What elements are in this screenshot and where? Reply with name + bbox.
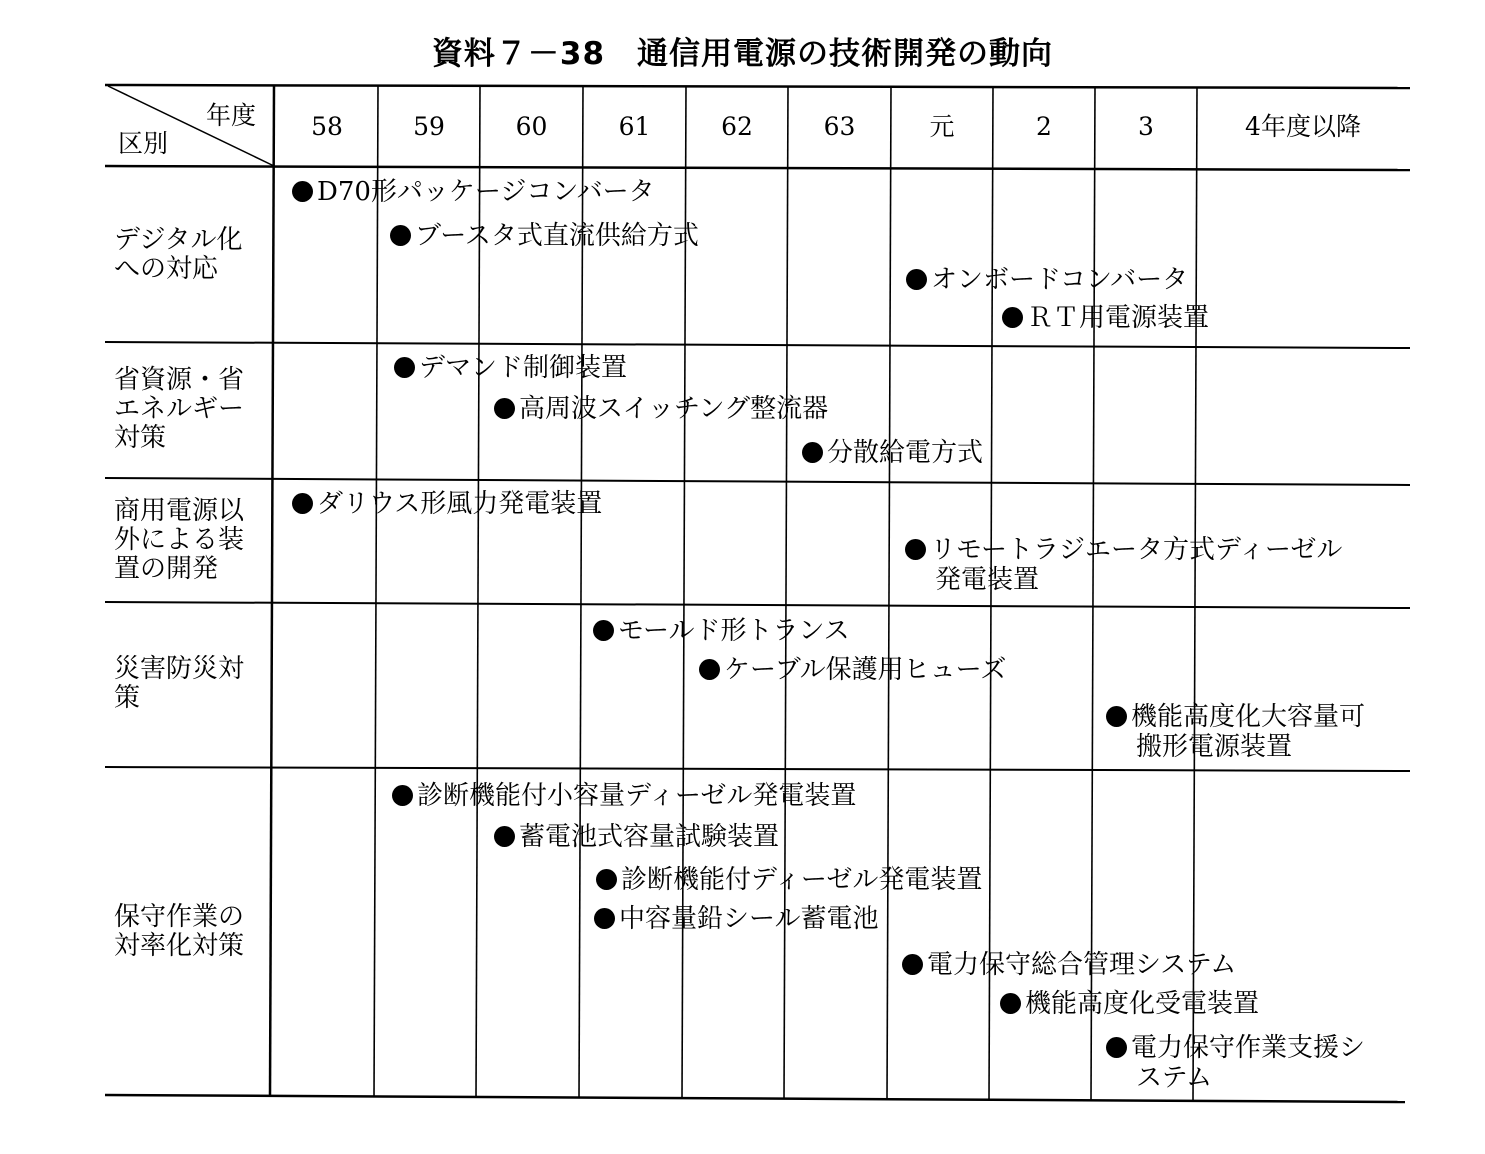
list-item: 電力保守作業支援シ ステム bbox=[1106, 1033, 1365, 1093]
list-item: 機能高度化受電装置 bbox=[1000, 989, 1259, 1019]
year-header-63: 63 bbox=[823, 112, 856, 141]
year-header-58: 58 bbox=[311, 112, 343, 141]
bullet-dot-icon bbox=[594, 908, 615, 929]
bullet-dot-icon bbox=[699, 659, 720, 680]
list-item: 蓄電池式容量試験装置 bbox=[494, 822, 779, 852]
bullet-dot-icon bbox=[596, 869, 617, 890]
bullet-dot-icon bbox=[1000, 993, 1021, 1014]
list-item: ダリウス形風力発電装置 bbox=[292, 489, 602, 519]
category-non-commercial-power: 商用電源以 外による装 置の開発 bbox=[114, 496, 245, 584]
bullet-dot-icon bbox=[1106, 1037, 1127, 1058]
list-item: オンボードコンバータ bbox=[906, 265, 1188, 295]
year-header-gan: 元 bbox=[929, 112, 955, 141]
bullet-dot-icon bbox=[905, 539, 926, 560]
bullet-dot-icon bbox=[906, 269, 927, 290]
category-maintenance: 保守作業の 対率化対策 bbox=[114, 902, 245, 961]
list-item: デマンド制御装置 bbox=[394, 353, 627, 383]
category-disaster-prevention: 災害防災対 策 bbox=[114, 654, 245, 713]
list-item: モールド形トランス bbox=[593, 616, 850, 646]
list-item: 機能高度化大容量可 搬形電源装置 bbox=[1106, 702, 1365, 762]
list-item: ＲＴ用電源装置 bbox=[1002, 303, 1209, 333]
list-item: 診断機能付小容量ディーゼル発電装置 bbox=[392, 781, 856, 811]
bullet-dot-icon bbox=[494, 826, 515, 847]
bullet-dot-icon bbox=[394, 357, 415, 378]
bullet-dot-icon bbox=[1106, 706, 1127, 727]
bullet-dot-icon bbox=[802, 442, 823, 463]
list-item: 高周波スイッチング整流器 bbox=[494, 394, 828, 424]
year-header-62: 62 bbox=[721, 112, 753, 141]
corner-year-label: 年度 bbox=[206, 101, 257, 130]
list-item: リモートラジエータ方式ディーゼル 発電装置 bbox=[905, 535, 1342, 595]
bullet-dot-icon bbox=[593, 620, 614, 641]
bullet-dot-icon bbox=[494, 398, 515, 419]
list-item: 診断機能付ディーゼル発電装置 bbox=[596, 865, 982, 895]
year-header-60: 60 bbox=[515, 112, 548, 141]
bullet-dot-icon bbox=[902, 954, 923, 975]
year-header-4-later: 4年度以降 bbox=[1245, 112, 1361, 141]
list-item: 中容量鉛シール蓄電池 bbox=[594, 904, 878, 934]
year-header-2: 2 bbox=[1036, 112, 1052, 141]
year-header-59: 59 bbox=[413, 112, 445, 141]
bullet-dot-icon bbox=[292, 181, 313, 202]
corner-category-label: 区別 bbox=[118, 129, 169, 158]
list-item: 分散給電方式 bbox=[802, 438, 983, 468]
list-item: D70形パッケージコンバータ bbox=[292, 177, 655, 207]
bullet-dot-icon bbox=[292, 493, 313, 514]
bullet-dot-icon bbox=[390, 225, 411, 246]
year-header-3: 3 bbox=[1138, 112, 1154, 141]
category-energy-saving: 省資源・省 エネルギー 対策 bbox=[114, 365, 245, 453]
bullet-dot-icon bbox=[1002, 307, 1023, 328]
category-digital: デジタル化 への対応 bbox=[114, 225, 243, 284]
bullet-dot-icon bbox=[392, 785, 413, 806]
list-item: ブースタ式直流供給方式 bbox=[390, 221, 699, 251]
list-item: ケーブル保護用ヒューズ bbox=[699, 655, 1006, 685]
year-header-61: 61 bbox=[618, 112, 651, 141]
list-item: 電力保守総合管理システム bbox=[902, 950, 1236, 980]
page-title: 資料７－38 通信用電源の技術開発の動向 bbox=[431, 36, 1054, 72]
